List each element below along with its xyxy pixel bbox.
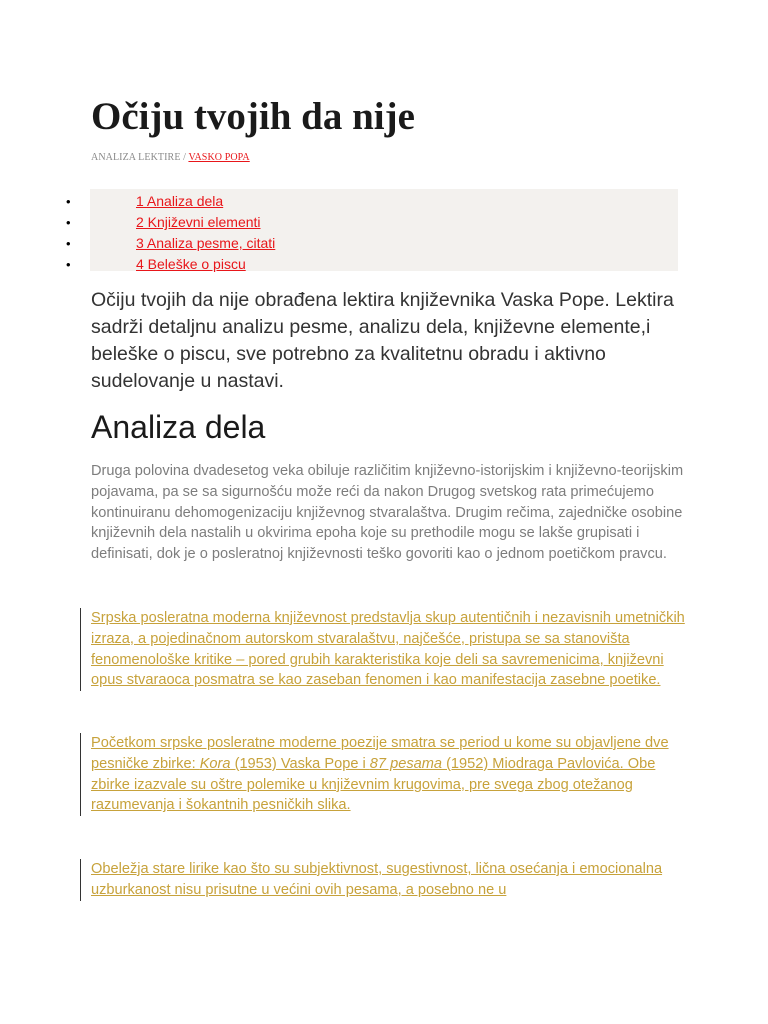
breadcrumb [91,152,250,163]
breadcrumb-author-link[interactable]: VASKO POPA [188,152,250,163]
quote-title-87-pesama[interactable]: 87 pesama [369,755,443,772]
quote-text-1[interactable]: Srpska posleratna moderna književnost predstavlja skup autentičnih i nezavisnih umetničkih izraza, a pojedinačnom autorskom stvaralaštvu, najčešće, pristupa se sa stanovišta fenomenološke kritike – pored grubih karakteristika koje deli sa savremenicima, književni opus stvaraoca posmatra se kao zaseban fenomen i kao manifestacija zasebne poetike. [91,610,685,689]
quote-text-2b[interactable]: (1953) Vaska Pope i [230,755,370,772]
breadcrumb-category: ANALIZA LEKTIRE / [91,152,189,163]
quote-title-kora[interactable]: Kora [199,755,231,772]
toc-link-analiza-dela[interactable]: 1 Analiza dela [136,193,224,209]
toc-link-knjizevni-elementi[interactable]: 2 Književni elementi [136,214,261,230]
quote-text-2a[interactable]: Početkom srpske posleratne moderne poezije smatra se period u kome su objavljene dve pesničke zbirke: [91,735,669,772]
toc-link-beleske-o-piscu[interactable]: 4 Beleške o piscu [136,256,246,272]
toc-link-analiza-pesme[interactable]: 3 Analiza pesme, citati [136,235,276,251]
bullet-icon: • [66,215,71,230]
body-paragraph: Druga polovina dvadesetog veka obiluje različitim književno-istorijskim i književno-teorijskim pojavama, pa se sa sigurnošću može reći da nakon Drugog svetskog rata primećujemo kontinuiranu dehomogenizaciju književnog stvaralaštva. Drugim rečima, zajedničke osobine književnih dela nastalih u okvirima epoha koje su prethodile mogu se lakše grupisati i definisati, dok je o posleratnoj književnosti teško govoriti kao o jednom poetičkom pravcu. [91,463,684,563]
section-heading-analiza-dela: Analiza dela [91,409,266,445]
bullet-icon: • [66,257,71,272]
quote-text-3[interactable]: Obeležja stare lirike kao što su subjektivnost, sugestivnost, lična osećanja i emocionalna uzburkanost nisu prisutne u većini ovih pesama, a posebno ne u [91,861,663,898]
bullet-icon: • [66,236,71,251]
page-title: Očiju tvojih da nije [91,95,415,138]
bullet-icon: • [66,194,71,209]
quote-block [80,608,691,691]
table-of-contents [66,189,678,272]
intro-paragraph: Očiju tvojih da nije obrađena lektira književnika Vaska Pope. Lektira sadrži detaljnu analizu pesme, analizu dela, književne elemente,i beleške o piscu, sve potrebno za kvalitetnu obradu i aktivno sudelovanje u nastavi. [91,289,674,392]
quote-block [80,859,691,901]
quote-block [80,733,691,816]
quote-text-2c[interactable]: (1952) Miodraga Pavlovića. Obe zbirke izazvale su oštre polemike u književnim krugovima, pre svega zbog otežanog razumevanja i šokantnih pesničkih slika. [91,755,656,814]
